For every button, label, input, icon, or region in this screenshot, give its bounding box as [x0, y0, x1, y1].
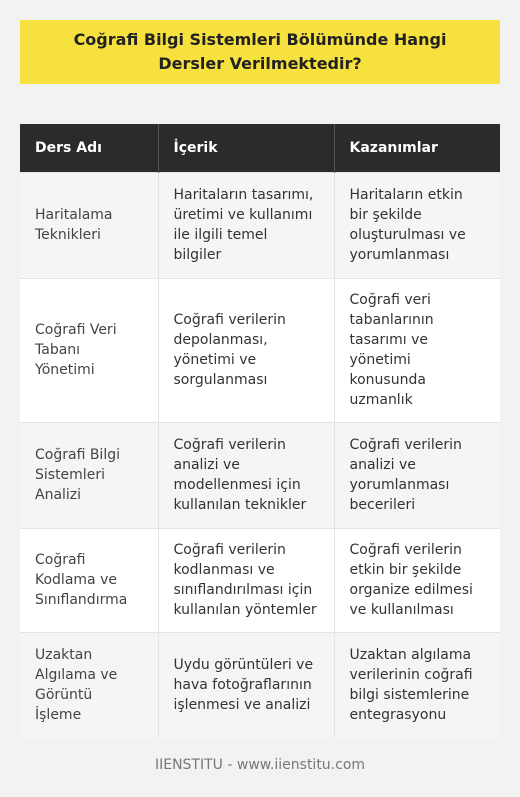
table-row	[20, 172, 500, 278]
table-row	[20, 632, 500, 738]
course-name-cell: Uzaktan Algılama ve Görüntü İşleme	[20, 632, 158, 738]
header-content: İçerik	[158, 124, 334, 172]
table-row	[20, 528, 500, 632]
content-cell: Coğrafi verilerin depolanması, yönetimi ve sorgulanması	[158, 278, 334, 422]
content-cell: Haritaların tasarımı, üretimi ve kullanımı ile ilgili temel bilgiler	[158, 172, 334, 278]
content-cell: Uydu görüntüleri ve hava fotoğraflarının işlenmesi ve analizi	[158, 632, 334, 738]
table-header	[20, 124, 500, 172]
table-body	[20, 172, 500, 738]
outcomes-cell: Haritaların etkin bir şekilde oluşturulması ve yorumlanması	[334, 172, 500, 278]
outcomes-cell: Coğrafi verilerin analizi ve yorumlanması becerileri	[334, 422, 500, 528]
content-cell: Coğrafi verilerin kodlanması ve sınıflandırılması için kullanılan yöntemler	[158, 528, 334, 632]
outcomes-cell: Uzaktan algılama verilerinin coğrafi bilgi sistemlerine entegrasyonu	[334, 632, 500, 738]
table-row	[20, 422, 500, 528]
courses-table	[20, 124, 500, 738]
header-course-name: Ders Adı	[20, 124, 158, 172]
table-row	[20, 278, 500, 422]
footer-text: IIENSTITU - www.iienstitu.com	[154, 757, 366, 773]
course-name-cell: Coğrafi Veri Tabanı Yönetimi	[20, 278, 158, 422]
course-name-cell: Coğrafi Kodlama ve Sınıflandırma	[20, 528, 158, 632]
outcomes-cell: Coğrafi verilerin etkin bir şekilde organize edilmesi ve kullanılması	[334, 528, 500, 632]
content-cell: Coğrafi verilerin analizi ve modellenmesi için kullanılan teknikler	[158, 422, 334, 528]
course-name-cell: Haritalama Teknikleri	[20, 172, 158, 278]
outcomes-cell: Coğrafi veri tabanlarının tasarımı ve yönetimi konusunda uzmanlık	[334, 278, 500, 422]
header-outcomes: Kazanımlar	[334, 124, 500, 172]
header-row	[20, 124, 500, 172]
course-name-cell: Coğrafi Bilgi Sistemleri Analizi	[20, 422, 158, 528]
page-title: Coğrafi Bilgi Sistemleri Bölümünde Hangi Dersler Verilmektedir?	[20, 20, 500, 84]
